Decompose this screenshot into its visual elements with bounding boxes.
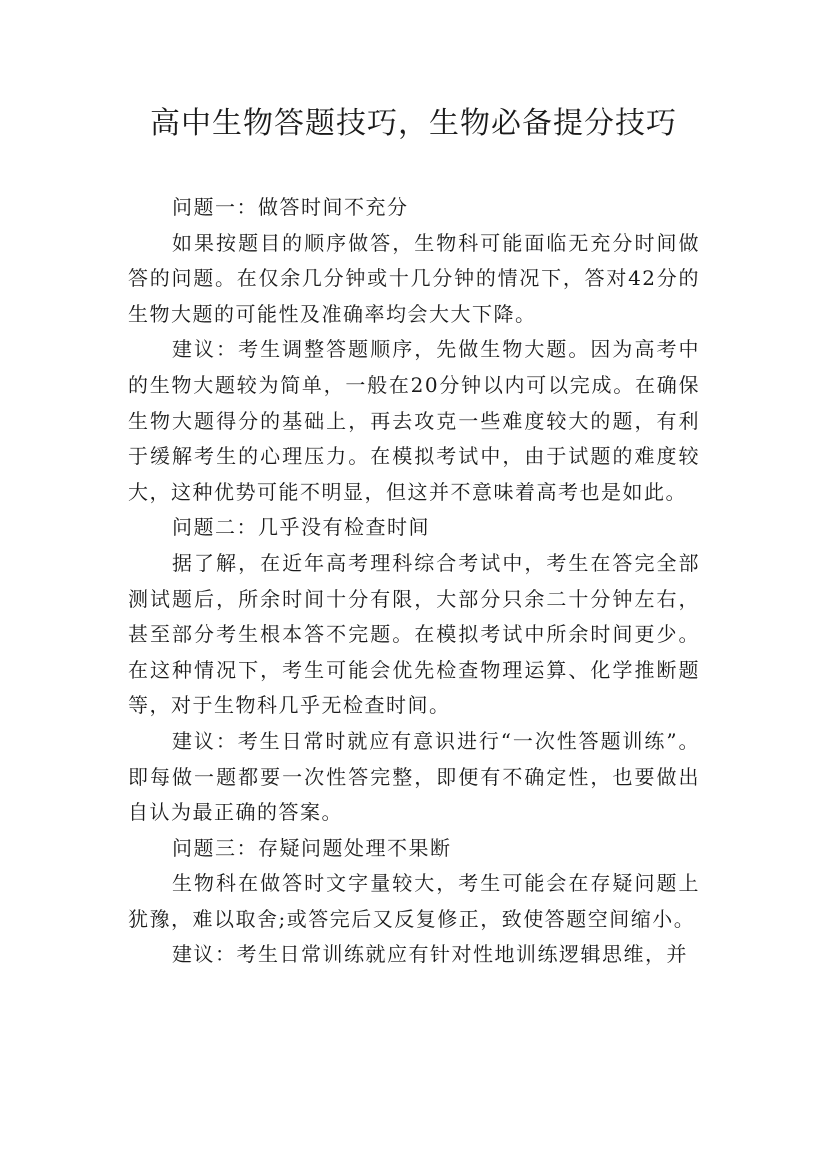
paragraph: 生物科在做答时文字量较大，考生可能会在存疑问题上犹豫，难以取舍;或答完后又反复修正，致使答题空间缩小。 [128,871,700,931]
document-body [128,190,700,973]
heading-problem-2: 问题二：几乎没有检查时间 [172,515,430,540]
document-title: 高中生物答题技巧，生物必备提分技巧 [150,106,677,141]
heading-problem-3: 问题三：存疑问题处理不果断 [172,835,452,860]
heading-problem-1: 问题一：做答时间不充分 [172,195,409,219]
paragraph: 如果按题目的顺序做答，生物科可能面临无充分时间做答的问题。在仅余几分钟或十几分钟的情况下，答对42分的生物大题的可能性及准确率均会大大下降。 [128,230,700,326]
paragraph: 建议：考生日常时就应有意识进行“一次性答题训练”。即每做一题都要一次性答完整，即便有不确定性，也要做出自认为最正确的答案。 [128,728,700,825]
paragraph: 建议：考生调整答题顺序，先做生物大题。因为高考中的生物大题较为简单，一般在20分钟以内可以完成。在确保生物大题得分的基础上，再去攻克一些难度较大的题，有利于缓解考生的心理压力。在模拟考试中，由于试题的难度较大，这种优势可能不明显，但这并不意味着高考也是如此。 [128,337,700,504]
paragraph: 建议：考生日常训练就应有针对性地训练逻辑思维，并 [172,942,688,967]
paragraph: 据了解，在近年高考理科综合考试中，考生在答完全部测试题后，所余时间十分有限，大部分只余二十分钟左右，甚至部分考生根本答不完题。在模拟考试中所余时间更少。在这种情况下，考生可能会优先检查物理运算、化学推断题等，对于生物科几乎无检查时间。 [128,550,700,718]
